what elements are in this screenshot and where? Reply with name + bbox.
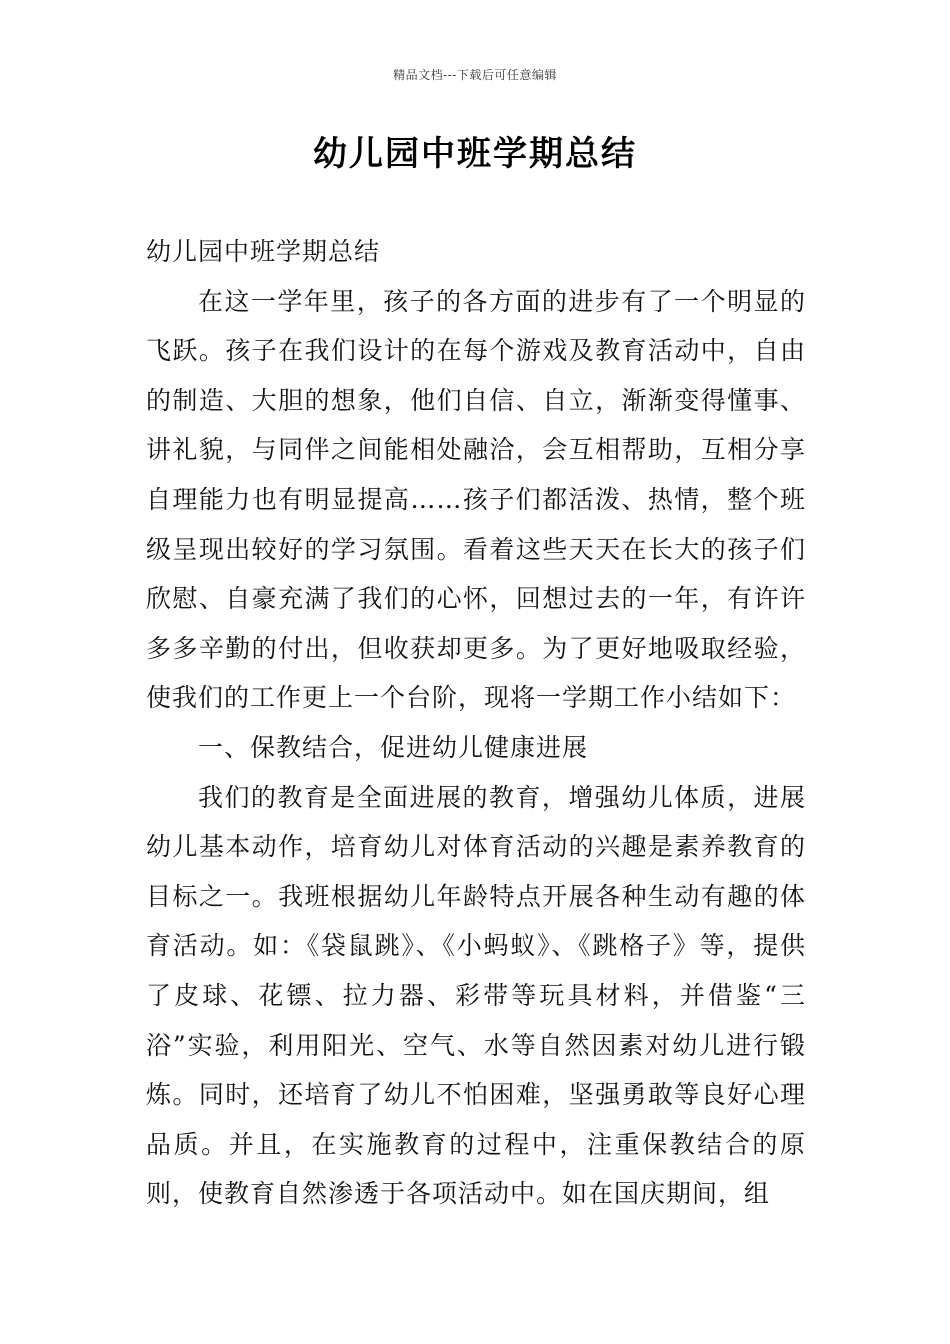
header-note: 精品文档---下载后可任意编辑 [393, 68, 557, 82]
section-heading-1: 一、保教结合，促进幼儿健康进展 [198, 732, 589, 762]
body-paragraph-section-1: 我们的教育是全面进展的教育，增强幼儿体质，进展幼儿基本动作，培育幼儿对体育活动的兴趣是素养教育的目标之一。我班根据幼儿年龄特点开展各种生动有趣的体育活动。如：《袋鼠跳》、《小蚂蚁》、《跳格子》等，提供了皮球、花镖、拉力器、彩带等玩具材料，并借鉴“三浴”实验，利用阳光、空气、水等自然因素对幼儿进行锻炼。同时，还培育了幼儿不怕困难，坚强勇敢等良好心理品质。并且，在实施教育的过程中，注重保教结合的原则，使教育自然渗透于各项活动中。如在国庆期间，组 [146, 782, 806, 1209]
document-body [146, 227, 806, 1219]
body-subtitle: 幼儿园中班学期总结 [146, 237, 381, 266]
document-title: 幼儿园中班学期总结 [313, 134, 637, 174]
body-paragraph-intro: 在这一学年里，孩子的各方面的进步有了一个明显的飞跃。孩子在我们设计的在每个游戏及教育活动中，自由的制造、大胆的想象，他们自信、自立，渐渐变得懂事、讲礼貌，与同伴之间能相处融洽，会互相帮助，互相分享自理能力也有明显提高……孩子们都活泼、热情，整个班级呈现出较好的学习氛围。看着这些天天在长大的孩子们欣慰、自豪充满了我们的心怀，回想过去的一年，有许许多多辛勤的付出，但收获却更多。为了更好地吸取经验，使我们的工作更上一个台阶，现将一学期工作小结如下： [146, 286, 806, 713]
